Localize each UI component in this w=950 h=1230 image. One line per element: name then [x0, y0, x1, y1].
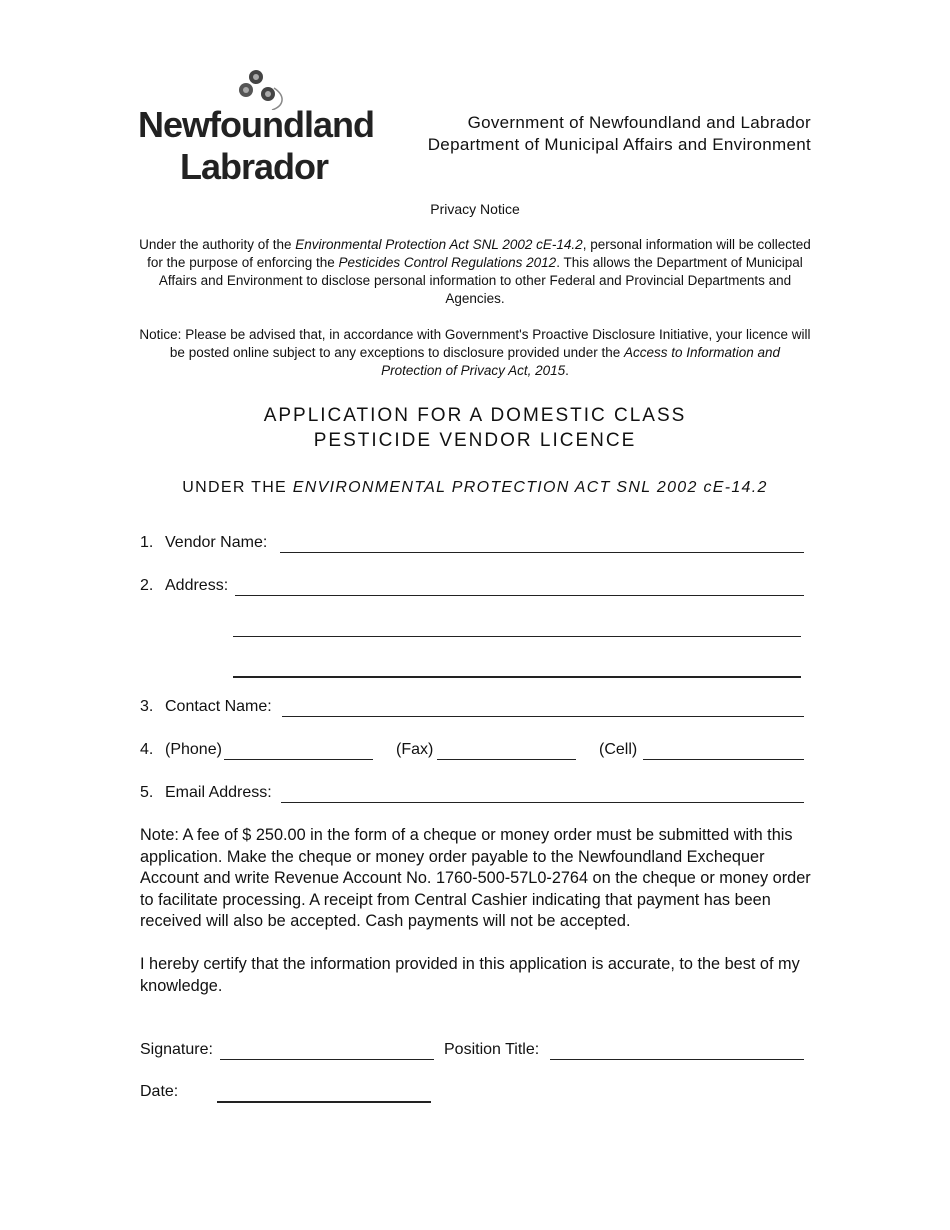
- phone-fax-cell-field: [140, 741, 804, 763]
- address-line-3[interactable]: [233, 660, 801, 678]
- disclosure-notice-paragraph: [138, 326, 812, 380]
- signature-input-line[interactable]: [220, 1043, 434, 1060]
- phone-input-line[interactable]: [224, 743, 373, 760]
- privacy-paragraph: [138, 236, 812, 308]
- field-number: 5.: [140, 784, 154, 801]
- government-header: [428, 112, 811, 156]
- field-number: 2.: [140, 577, 154, 594]
- email-address-label: Email Address:: [165, 784, 272, 801]
- address-field: [140, 577, 804, 599]
- contact-name-label: Contact Name:: [165, 698, 272, 715]
- field-number: 4.: [140, 741, 154, 758]
- address-label: Address:: [165, 577, 229, 594]
- department-name: Department of Municipal Affairs and Environment: [427, 135, 811, 154]
- date-row: [140, 1083, 804, 1105]
- address-line-2[interactable]: [233, 620, 801, 637]
- logo-wordmark-line1: Newfoundland: [138, 104, 374, 145]
- newfoundland-labrador-logo: [138, 68, 374, 187]
- subtitle-prefix: UNDER THE: [182, 479, 293, 496]
- notice-text: .: [565, 363, 569, 378]
- fax-input-line[interactable]: [437, 743, 576, 760]
- address-line-1[interactable]: [235, 579, 804, 596]
- title-line-2: PESTICIDE VENDOR LICENCE: [313, 430, 637, 451]
- signature-label: Signature:: [140, 1041, 213, 1058]
- act-reference: Environmental Protection Act SNL 2002 cE-14.2: [295, 237, 583, 252]
- signature-row: [140, 1041, 804, 1063]
- vendor-name-field: [140, 534, 804, 556]
- contact-name-field: [140, 698, 804, 720]
- field-number: 1.: [140, 534, 154, 551]
- subtitle-act: ENVIRONMENTAL PROTECTION ACT SNL 2002 cE-14.2: [292, 479, 768, 496]
- certification-statement: I hereby certify that the information provided in this application is accurate, to the best of my knowledge.: [140, 955, 800, 995]
- cell-label: (Cell): [599, 741, 638, 758]
- authority-subtitle: [0, 479, 950, 497]
- vendor-name-input-line[interactable]: [280, 536, 804, 553]
- position-title-label: Position Title:: [444, 1041, 540, 1058]
- title-line-1: APPLICATION FOR A DOMESTIC CLASS: [263, 405, 687, 426]
- fax-label: (Fax): [396, 741, 434, 758]
- date-input-line[interactable]: [217, 1085, 431, 1103]
- logo-wordmark-line2: Labrador: [180, 146, 329, 187]
- date-label: Date:: [140, 1083, 179, 1100]
- field-number: 3.: [140, 698, 154, 715]
- privacy-text: Under the authority of the: [139, 237, 296, 252]
- vendor-name-label: Vendor Name:: [165, 534, 268, 551]
- phone-label: (Phone): [165, 741, 222, 758]
- privacy-text: , personal information will be collected for the purpose of enforcing the: [147, 237, 811, 270]
- email-address-field: [140, 784, 804, 806]
- government-name: Government of Newfoundland and Labrador: [467, 113, 811, 132]
- position-title-input-line[interactable]: [550, 1043, 804, 1060]
- fee-note: Note: A fee of $ 250.00 in the form of a cheque or money order must be submitted with this application. Make the cheque or money order payable to the Newfoundland Exchequer Account and write Revenue Account No. 1760-500-57L0-2764 on the cheque or money order to facilitate processing. A receipt from Central Cashier indicating that payment has been received will also be accepted. Cash payments will not be accepted.: [140, 826, 811, 930]
- cell-input-line[interactable]: [643, 743, 804, 760]
- contact-name-input-line[interactable]: [282, 700, 804, 717]
- email-input-line[interactable]: [281, 786, 804, 803]
- privacy-notice-title: Privacy Notice: [430, 201, 520, 217]
- privacy-text: . This allows the Department of Municipal Affairs and Environment to disclose personal information to other Federal and Provincial Departments and Agencies.: [158, 255, 803, 306]
- regulation-reference: Pesticides Control Regulations 2012: [338, 255, 557, 270]
- notice-text: Notice: Please be advised that, in accordance with Government's Proactive Disclosure Initiative, your licence will be posted online subject to any exceptions to disclosure provided under the: [139, 327, 811, 360]
- atipp-act-reference: Access to Information and Protection of Privacy Act, 2015: [381, 345, 781, 378]
- application-title: [0, 403, 950, 453]
